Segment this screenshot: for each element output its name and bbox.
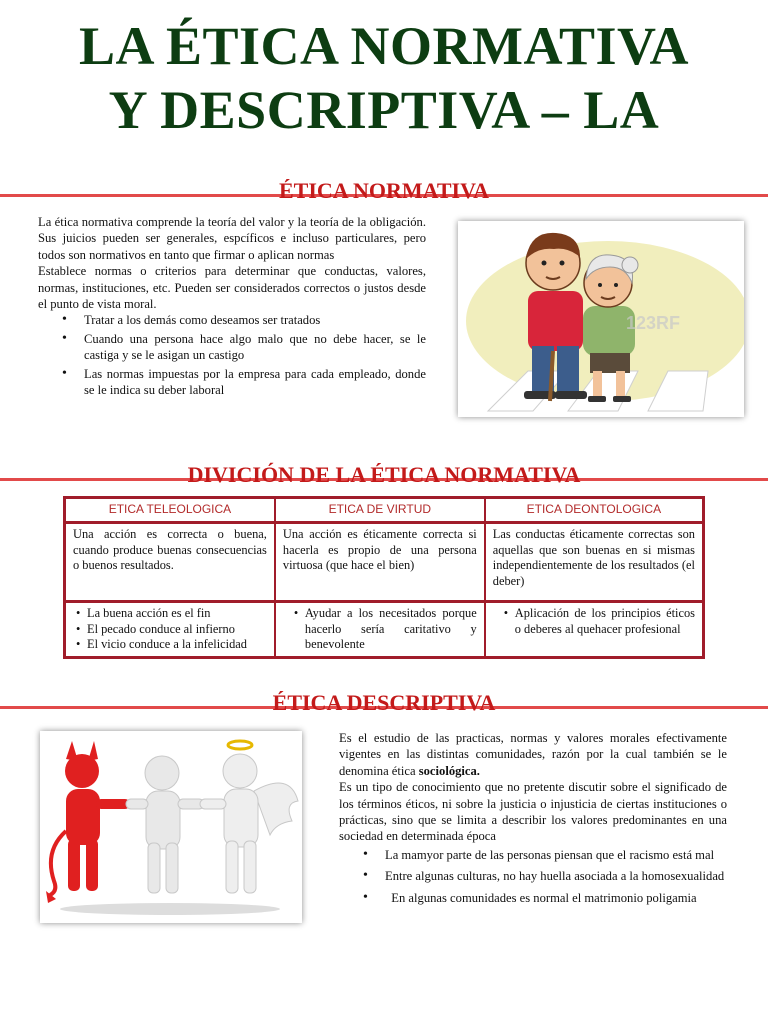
descriptiva-paragraph-1-bold: sociológica. xyxy=(418,763,480,778)
normativa-paragraph-1: La ética normativa comprende la teoría del valor y la teoría de la obligación. Sus juicios pueden ser generales, espcíficos e incluso particulares, pero todos son normativos en tanto que firmar o aplican normas xyxy=(38,215,426,262)
illustration-devil-angel xyxy=(40,731,302,923)
list-item: • La mamyor parte de las personas piensan que el racismo está mal xyxy=(385,847,727,863)
helping-elderly-drawing xyxy=(458,221,744,417)
page-title-line-2: Y DESCRIPTIVA – LA xyxy=(108,80,660,140)
illustration-helping-elderly xyxy=(458,221,744,417)
list-item: • Ayudar a los necesitados porque hacerlo sería caritativo y benevolente xyxy=(305,606,477,653)
descriptiva-text xyxy=(339,730,727,908)
descriptiva-paragraph-1 xyxy=(339,730,727,779)
list-item: • Aplicación de los principios éticos o deberes al quehacer profesional xyxy=(515,606,695,637)
definition-teleologica: Una acción es correcta o buena, cuando produce buenas consecuencias o buenos resultados. xyxy=(66,524,276,603)
table-row xyxy=(66,524,702,603)
normativa-text xyxy=(38,214,426,400)
column-header-deontologica: ETICA DEONTOLOGICA xyxy=(486,499,702,524)
list-item: • El pecado conduce al infierno xyxy=(87,622,267,638)
watermark-text: 123RF xyxy=(626,313,681,333)
heading-etica-descriptiva: ÉTICA DESCRIPTIVA xyxy=(272,690,496,715)
heading-etica-normativa: ÉTICA NORMATIVA xyxy=(278,178,490,203)
normativa-bullet-list xyxy=(38,312,426,398)
descriptiva-paragraph-1-text: Es el estudio de las practicas, normas y valores morales efectivamente vigentes en las distintas comunidades, razón por la cual también se le denomina ética xyxy=(339,731,727,778)
list-item: • Las normas impuestas por la empresa para cada empleado, donde se le indica su deber laboral xyxy=(84,366,426,399)
list-item: • En algunas comunidades es normal el matrimonio poligamia xyxy=(385,890,727,906)
examples-virtud xyxy=(276,603,486,656)
list-item: • El vicio conduce a la infelicidad xyxy=(87,637,267,653)
list-item: • Tratar a los demás como deseamos ser tratados xyxy=(84,312,426,328)
list-item: • La buena acción es el fin xyxy=(87,606,267,622)
normativa-paragraph-2: Establece normas o criterios para determinar que conductas, valores, normas, instituciones, etc. Pueden ser considerados correctos o justos desde el punto de vista moral. xyxy=(38,264,426,312)
column-header-virtud: ETICA DE VIRTUD xyxy=(276,499,486,524)
page-title xyxy=(0,14,768,142)
examples-teleologica xyxy=(66,603,276,656)
descriptiva-paragraph-2: Es un tipo de conocimiento que no pretente discutir sobre el significado de los términos éticos, ni sobre la justicia o injusticia de ciertas instituciones o prácticas, sino que se limita a describir los valores predominantes en una sociedad en determinada época xyxy=(339,780,727,844)
definition-deontologica: Las conductas éticamente correctas son aquellas que son buenas en si mismas independientemente de los resultados (el deber) xyxy=(486,524,702,603)
heading-division-etica-normativa: DIVICIÓN DE LA ÉTICA NORMATIVA xyxy=(187,462,581,487)
table-header-row xyxy=(66,499,702,524)
examples-deontologica xyxy=(486,603,702,656)
definition-virtud: Una acción es éticamente correcta si hacerla es propio de una persona virtuosa (que hace el bien) xyxy=(276,524,486,603)
page-title-line-1: LA ÉTICA NORMATIVA xyxy=(78,16,690,76)
list-item: • Entre algunas culturas, no hay huella asociada a la homosexualidad xyxy=(385,868,727,884)
column-header-teleologica: ETICA TELEOLOGICA xyxy=(66,499,276,524)
list-item: • Cuando una persona hace algo malo que no debe hacer, se le castiga y se le asigan un castigo xyxy=(84,331,426,364)
table-row xyxy=(66,603,702,656)
devil-angel-drawing xyxy=(40,731,302,923)
division-table xyxy=(63,496,705,659)
descriptiva-bullet-list xyxy=(339,847,727,906)
